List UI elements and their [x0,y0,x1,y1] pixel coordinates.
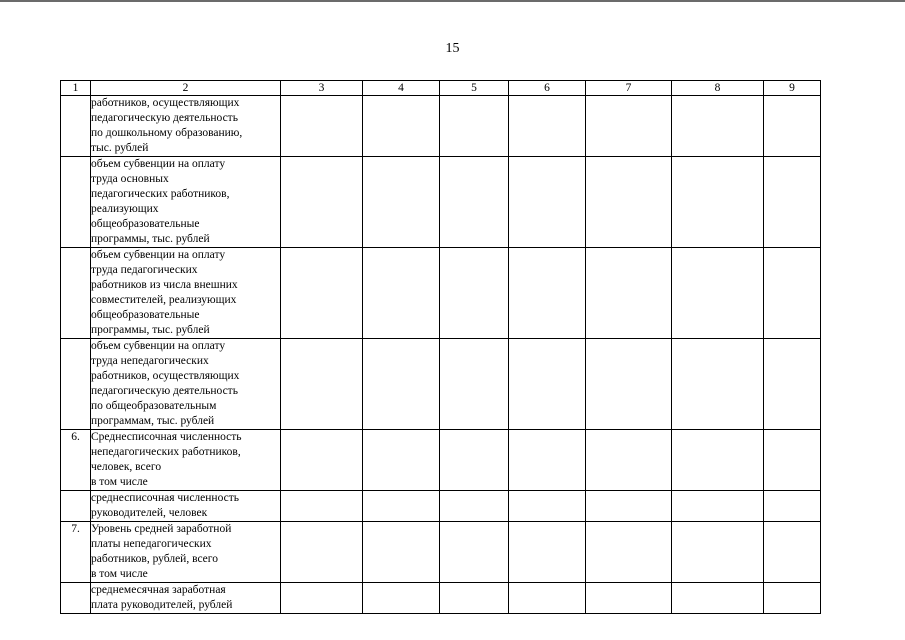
row-description-cell [91,96,281,157]
empty-value-cell [440,491,509,522]
description-line: Уровень средней заработной [91,523,232,535]
empty-value-cell [586,583,672,614]
description-line: педагогических работников, [91,188,230,200]
column-header: 9 [764,81,821,96]
table-header-row [61,81,821,96]
empty-value-cell [440,522,509,583]
empty-value-cell [672,491,764,522]
column-header: 7 [586,81,672,96]
empty-value-cell [764,430,821,491]
column-header: 2 [91,81,281,96]
data-table [60,80,821,614]
table-row [61,583,821,614]
empty-value-cell [764,96,821,157]
empty-value-cell [586,430,672,491]
empty-value-cell [764,157,821,248]
empty-value-cell [509,248,586,339]
description-line: объем субвенции на оплату [91,249,226,261]
row-number-cell [61,157,91,248]
description-line: педагогическую деятельность [91,112,238,124]
empty-value-cell [363,96,440,157]
empty-value-cell [672,96,764,157]
empty-value-cell [440,96,509,157]
description-line: труда основных [91,173,169,185]
description-line: работников, осуществляющих [91,370,240,382]
empty-value-cell [281,430,363,491]
row-description-cell [91,491,281,522]
empty-value-cell [363,522,440,583]
empty-value-cell [672,339,764,430]
description-line: плата руководителей, рублей [91,599,233,611]
description-line: в том числе [91,476,148,488]
empty-value-cell [672,522,764,583]
table-row [61,157,821,248]
table-row [61,96,821,157]
description-line: руководителей, человек [91,507,208,519]
column-header: 1 [61,81,91,96]
empty-value-cell [672,430,764,491]
row-number-cell: 7. [61,522,91,583]
empty-value-cell [764,339,821,430]
description-line: работников, осуществляющих [91,97,240,109]
empty-value-cell [363,583,440,614]
description-line: в том числе [91,568,148,580]
page-number: 15 [445,41,460,56]
empty-value-cell [363,248,440,339]
empty-value-cell [586,248,672,339]
row-description-cell [91,430,281,491]
empty-value-cell [281,583,363,614]
empty-value-cell [586,157,672,248]
empty-value-cell [363,157,440,248]
empty-value-cell [509,522,586,583]
empty-value-cell [440,248,509,339]
empty-value-cell [509,583,586,614]
row-description-cell [91,248,281,339]
description-line: педагогическую деятельность [91,385,238,397]
description-line: программы, тыс. рублей [91,233,210,245]
column-header: 8 [672,81,764,96]
column-header: 3 [281,81,363,96]
description-line: общеобразовательные [91,309,200,321]
description-line: платы непедагогических [91,538,212,550]
row-description-cell [91,522,281,583]
empty-value-cell [440,430,509,491]
table-row [61,491,821,522]
column-header: 4 [363,81,440,96]
description-line: общеобразовательные [91,218,200,230]
empty-value-cell [363,430,440,491]
table-row [61,248,821,339]
row-number-cell [61,583,91,614]
description-line: среднемесячная заработная [91,584,226,596]
table-row [61,430,821,491]
row-number-cell: 6. [61,430,91,491]
empty-value-cell [281,157,363,248]
row-description-cell [91,583,281,614]
empty-value-cell [363,491,440,522]
empty-value-cell [281,339,363,430]
description-line: среднесписочная численность [91,492,239,504]
description-line: объем субвенции на оплату [91,158,226,170]
empty-value-cell [281,491,363,522]
empty-value-cell [509,491,586,522]
description-line: человек, всего [91,461,162,473]
empty-value-cell [764,583,821,614]
description-line: объем субвенции на оплату [91,340,226,352]
description-line: совместителей, реализующих [91,294,237,306]
empty-value-cell [672,248,764,339]
empty-value-cell [586,491,672,522]
description-line: программам, тыс. рублей [91,415,215,427]
row-description-cell [91,157,281,248]
description-line: непедагогических работников, [91,446,241,458]
row-description-cell [91,339,281,430]
description-line: по дошкольному образованию, [91,127,243,139]
description-line: по общеобразовательным [91,400,217,412]
empty-value-cell [281,96,363,157]
description-line: работников, рублей, всего [91,553,218,565]
table-row [61,339,821,430]
row-number-cell [61,339,91,430]
empty-value-cell [509,96,586,157]
description-line: труда педагогических [91,264,198,276]
column-header: 6 [509,81,586,96]
description-line: тыс. рублей [91,142,149,154]
empty-value-cell [281,522,363,583]
empty-value-cell [363,339,440,430]
top-edge-rule [0,0,905,2]
empty-value-cell [440,583,509,614]
column-header: 5 [440,81,509,96]
empty-value-cell [281,248,363,339]
empty-value-cell [509,430,586,491]
row-number-cell [61,96,91,157]
row-number-cell [61,248,91,339]
empty-value-cell [440,339,509,430]
empty-value-cell [586,96,672,157]
table-row [61,522,821,583]
description-line: труда непедагогических [91,355,209,367]
description-line: реализующих [91,203,159,215]
empty-value-cell [672,583,764,614]
empty-value-cell [509,157,586,248]
empty-value-cell [764,491,821,522]
empty-value-cell [586,339,672,430]
empty-value-cell [586,522,672,583]
description-line: Среднесписочная численность [91,431,242,443]
empty-value-cell [672,157,764,248]
description-line: работников из числа внешних [91,279,238,291]
row-number-cell [61,491,91,522]
empty-value-cell [440,157,509,248]
empty-value-cell [764,248,821,339]
description-line: программы, тыс. рублей [91,324,210,336]
empty-value-cell [509,339,586,430]
empty-value-cell [764,522,821,583]
